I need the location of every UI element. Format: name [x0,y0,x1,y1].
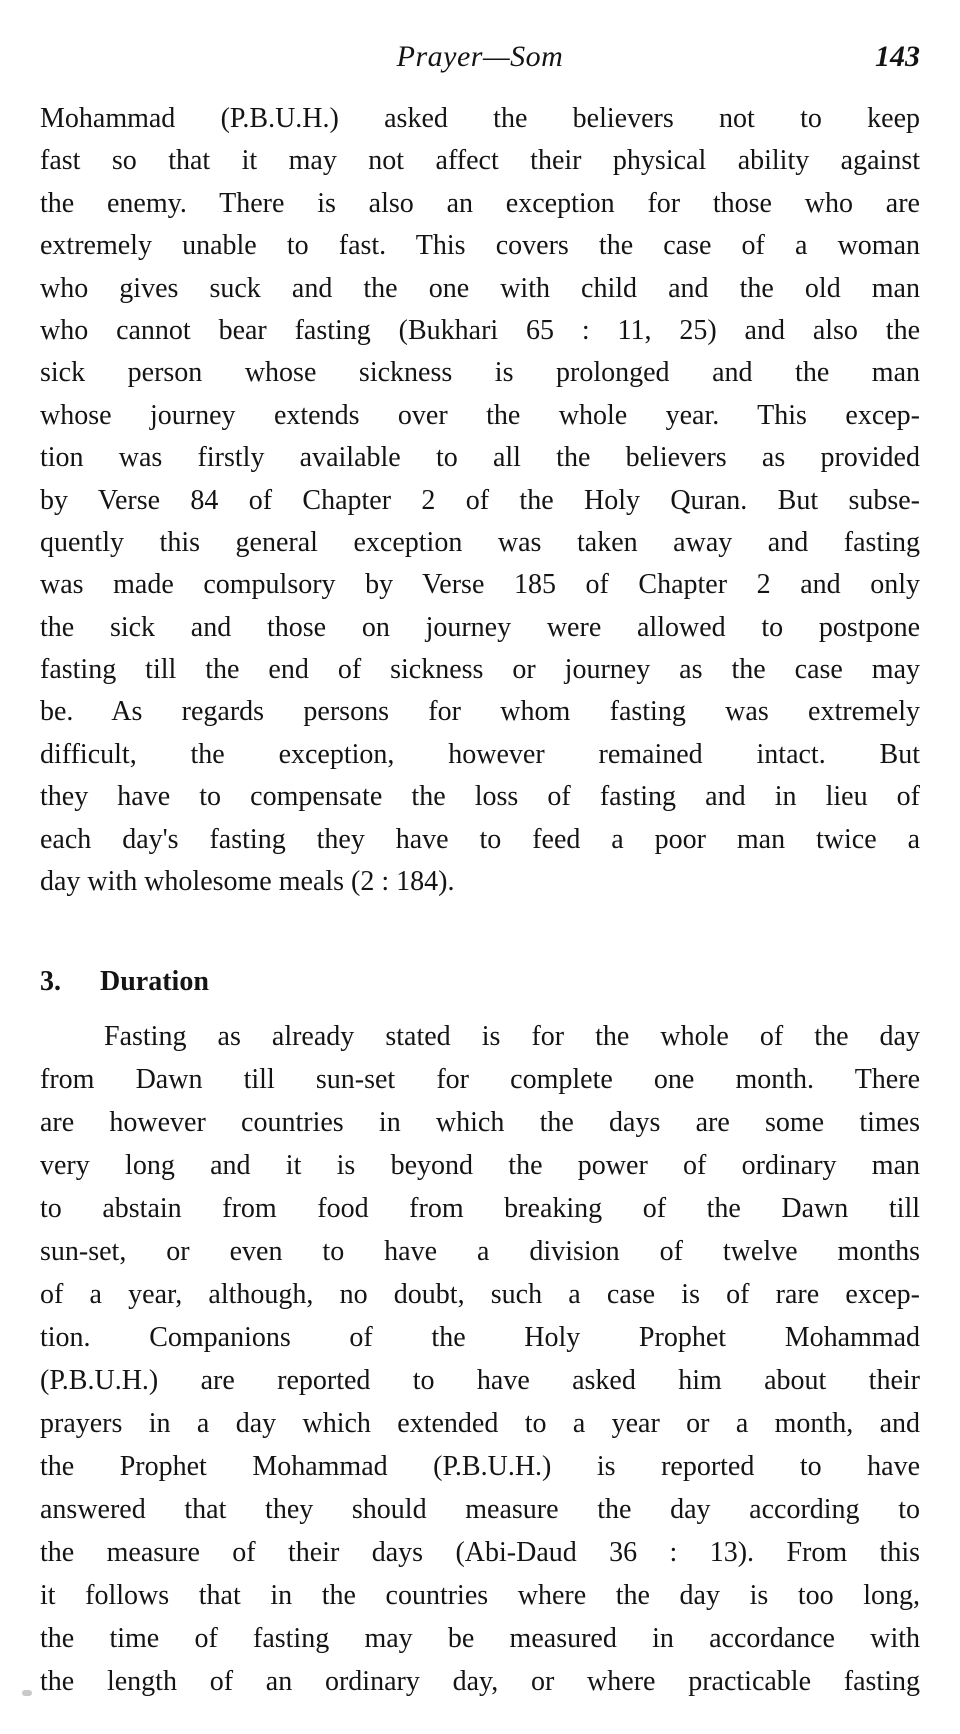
text-line: sick person whose sickness is prolonged and the man [40,357,920,389]
text-line: who gives suck and the one with child and the old man [40,272,920,304]
running-title: Prayer—Som [396,40,564,73]
text-line: answered that they should measure the day according to [40,1494,920,1525]
text-line: who cannot bear fasting (Bukhari 65 : 11, 25) and also the [40,314,920,346]
text-line: quently this general exception was taken away and fasting [40,526,920,558]
text-line: whose journey extends over the whole year. This excep- [40,399,920,431]
text-line: fasting till the end of sickness or journey as the case may [40,654,920,686]
text-line: difficult, the exception, however remained intact. But [40,738,920,770]
text-line: be. As regards persons for whom fasting was extremely [40,696,920,728]
text-line: the measure of their days (Abi-Daud 36 : 13). From this [40,1537,920,1568]
section-number: 3. [40,966,61,997]
text-line: it follows that in the countries where the day is too long, [40,1580,920,1611]
section-title: Duration [100,966,209,997]
text-line: the Prophet Mohammad (P.B.U.H.) is reported to have [40,1451,920,1482]
text-line: tion was firstly available to all the believers as provided [40,442,920,474]
running-head [40,40,920,80]
paragraph-duration [40,1015,920,1703]
text-line: Mohammad (P.B.U.H.) asked the believers not to keep [40,103,920,134]
text-line: Fasting as already stated is for the whole of the day [104,1021,920,1052]
text-line: each day's fasting they have to feed a poor man twice a [40,823,920,855]
text-line: the length of an ordinary day, or where practicable fasting [40,1666,920,1697]
page-number: 143 [875,40,920,73]
text-line: to abstain from food from breaking of the Dawn till [40,1193,920,1224]
text-line: the sick and those on journey were allowed to postpone [40,611,920,643]
text-line: tion. Companions of the Holy Prophet Mohammad [40,1322,920,1353]
text-line: day with wholesome meals (2 : 184). [40,866,455,898]
text-line: sun-set, or even to have a division of twelve months [40,1236,920,1267]
text-line: was made compulsory by Verse 185 of Chapter 2 and only [40,569,920,601]
text-line: the time of fasting may be measured in accordance with [40,1623,920,1654]
section-heading [40,962,209,1002]
text-line: very long and it is beyond the power of ordinary man [40,1150,920,1181]
text-line: (P.B.U.H.) are reported to have asked him about their [40,1365,920,1396]
text-line: fast so that it may not affect their physical ability against [40,145,920,177]
text-line: are however countries in which the days are some times [40,1107,920,1138]
text-line: they have to compensate the loss of fasting and in lieu of [40,781,920,813]
text-line: extremely unable to fast. This covers the case of a woman [40,230,920,262]
text-line: from Dawn till sun-set for complete one month. There [40,1064,920,1095]
text-line: prayers in a day which extended to a year or a month, and [40,1408,920,1439]
scan-speck [22,1690,32,1696]
paragraph-continuation [40,98,920,903]
text-line: the enemy. There is also an exception for those who are [40,187,920,219]
text-line: of a year, although, no doubt, such a case is of rare excep- [40,1279,920,1310]
text-line: by Verse 84 of Chapter 2 of the Holy Quran. But subse- [40,484,920,516]
